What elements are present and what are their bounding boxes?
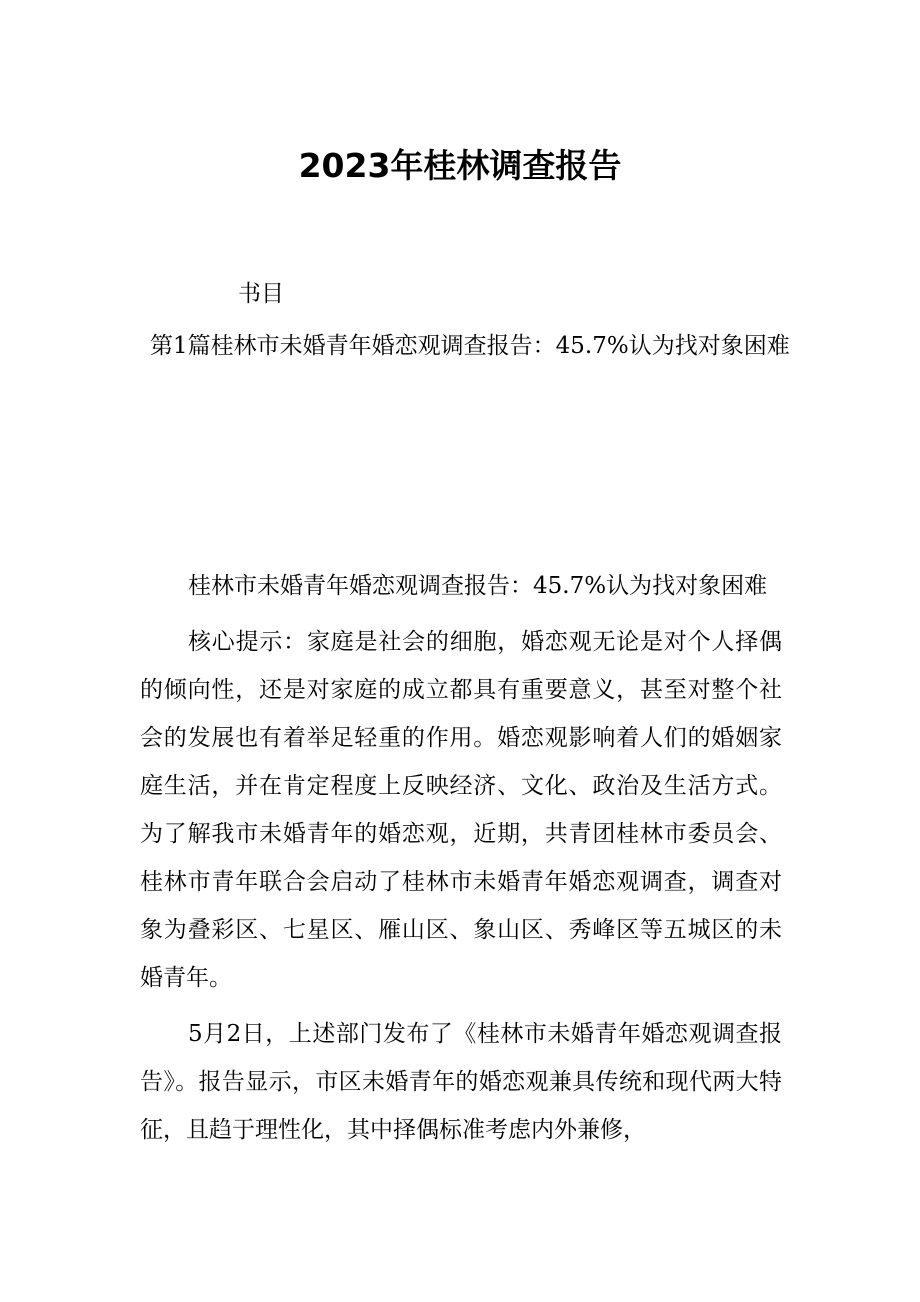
document-title: 2023年桂林调查报告 [298,146,622,185]
toc-entry: 第1篇桂林市未婚青年婚恋观调查报告：45.7%认为找对象困难 [150,333,790,359]
paragraph-report-heading: 桂林市未婚青年婚恋观调查报告：45.7%认为找对象困难 [188,573,768,599]
paragraph-report-release: 5月2日，上述部门发布了《桂林市未婚青年婚恋观调查报告》。报告显示，市区未婚青年的婚恋观兼具传统和现代两大特征，且趋于理性化，其中择偶标准考虑内外兼修， [140,1021,782,1143]
document-body [140,562,782,1162]
paragraph-core-tip: 核心提示：家庭是社会的细胞，婚恋观无论是对个人择偶的倾向性，还是对家庭的成立都具有重要意义，甚至对整个社会的发展也有着举足轻重的作用。婚恋观影响着人们的婚姻家庭生活，并在肯定程度上反映经济、文化、政治及生活方式。为了解我市未婚青年的婚恋观，近期，共青团桂林市委员会、桂林市青年联合会启动了桂林市未婚青年婚恋观调查，调查对象为叠彩区、七星区、雁山区、象山区、秀峰区等五城区的未婚青年。 [140,629,782,991]
toc-heading: 书目 [238,281,284,307]
